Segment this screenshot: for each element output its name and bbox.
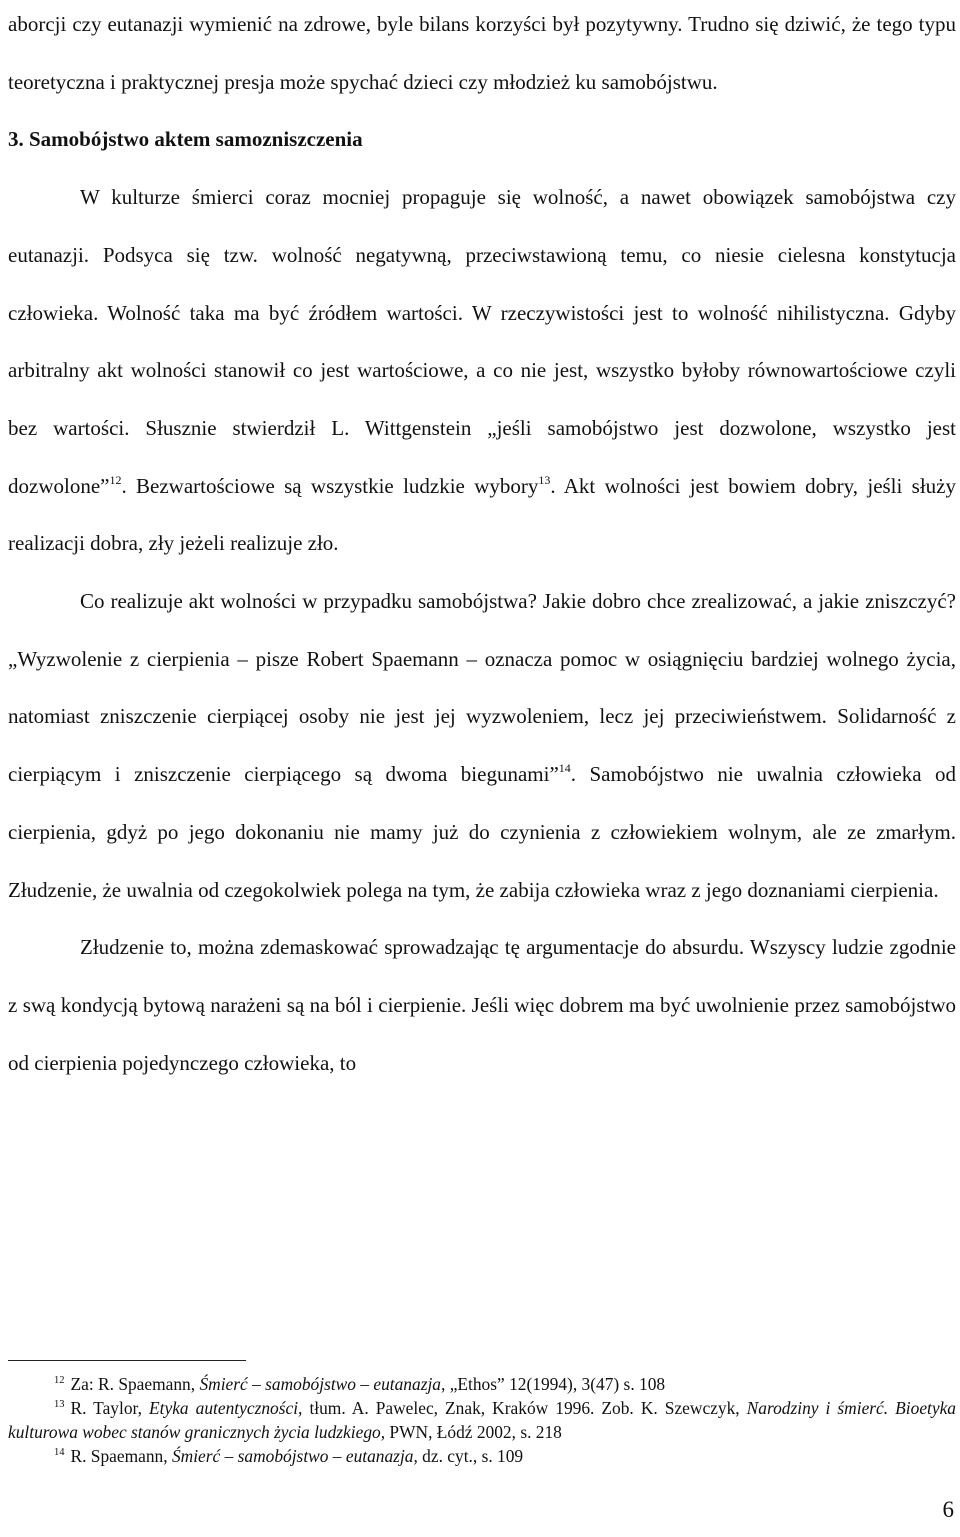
footnote-text: tłum. A. Pawelec, Znak, Kraków 1996. Zob. K. Szewczyk, [302, 1398, 747, 1418]
paragraph-freedom-part3: . Akt wolności jest bowiem dobry, jeśli służy realizacji dobra, zły jeżeli realizuje zło. [8, 473, 956, 556]
paragraph-freedom-part1: W kulturze śmierci coraz mocniej propaguje się wolność, a nawet obowiązek samobójstwa czy eutanazji. Podsyca się tzw. wolność negatywną, przeciwstawioną temu, co niesie cielesna konstytucja człowieka. Wolność taka ma być źródłem wartości. W rzeczywistości jest to wolność nihilistyczna. Gdyby arbitralny akt wolności stanowił co jest wartościowe, a co nie jest, wszystko byłoby równowartościowe czyli bez wartości. Słusznie stwierdził L. Wittgenstein „jeśli samobójstwo jest dozwolone, wszystko jest dozwolone” [8, 185, 956, 498]
footnote-text: dz. cyt., s. 109 [417, 1446, 524, 1466]
footnotes [8, 1372, 956, 1468]
footnote-text: „Ethos” 12(1994), 3(47) s. 108 [445, 1374, 666, 1394]
paragraph-freedom-part2: . Bezwartościowe są wszystkie ludzkie wybory [121, 473, 539, 498]
body-text [8, 0, 956, 1092]
footnote-text: Za: R. Spaemann, [70, 1374, 200, 1394]
footnote-13 [8, 1396, 956, 1444]
paragraph-suffering-part1: Co realizuje akt wolności w przypadku samobójstwa? Jakie dobro chce zrealizować, a jakie zniszczyć? „Wyzwolenie z cierpienia – pisze Robert Spaemann – oznacza pomoc w osiągnięciu bardziej wolnego życia, natomiast zniszczenie cierpiącej osoby nie jest jej wyzwoleniem, lecz jej przeciwieństwem. Solidarność z cierpiącym i zniszczenie cierpiącego są dwoma biegunami” [8, 589, 956, 787]
footnote-number: 14 [54, 1447, 65, 1458]
footnote-text: R. Taylor, [70, 1398, 150, 1418]
footnote-number: 13 [54, 1399, 65, 1410]
footnote-title: Śmierć – samobójstwo – eutanazja, [171, 1446, 418, 1466]
paragraph-suffering [8, 573, 956, 919]
footnote-title: Etyka autentyczności, [149, 1398, 303, 1418]
footnote-title: Śmierć – samobójstwo – eutanazja, [199, 1374, 446, 1394]
footnote-divider [8, 1360, 246, 1361]
paragraph-illusion: Złudzenie to, można zdemaskować sprowadzając tę argumentacje do absurdu. Wszyscy ludzie zgodnie z swą kondycją bytową narażeni są na ból i cierpienie. Jeśli więc dobrem ma być uwolnienie przez samobójstwo od cierpienia pojedynczego człowieka, to [8, 935, 956, 1075]
footnote-14 [8, 1444, 956, 1468]
footnote-text: R. Spaemann, [70, 1446, 172, 1466]
footnote-number: 12 [54, 1375, 65, 1386]
footnote-text: PWN, Łódź 2002, s. 218 [385, 1422, 562, 1442]
footnote-ref-14: 14 [558, 761, 571, 776]
footnote-title: Narodziny i śmierć. Bioetyka kulturowa wobec stanów granicznych życia ludzkiego, [8, 1398, 957, 1442]
paragraph-freedom [8, 169, 956, 573]
paragraph-suffering-part2: . Samobójstwo nie uwalnia człowieka od cierpienia, gdyż po jego dokonaniu nie mamy już do czynienia z człowiekiem wolnym, ale ze zmarłym. Złudzenie, że uwalnia od czegokolwiek polega na tym, że zabija człowieka wraz z jego doznaniami cierpienia. [8, 762, 956, 902]
footnote-12 [8, 1372, 956, 1396]
footnote-ref-13: 13 [538, 472, 551, 487]
page-number: 6 [942, 1497, 954, 1522]
intro-paragraph: aborcji czy eutanazji wymienić na zdrowe, byle bilans korzyści był pozytywny. Trudno się dziwić, że tego typu teoretyczna i praktycznej presja może spychać dzieci czy młodzież ku samobójstwu. [8, 12, 956, 94]
section-heading: 3. Samobójstwo aktem samozniszczenia [8, 127, 363, 152]
footnote-ref-12: 12 [109, 472, 122, 487]
